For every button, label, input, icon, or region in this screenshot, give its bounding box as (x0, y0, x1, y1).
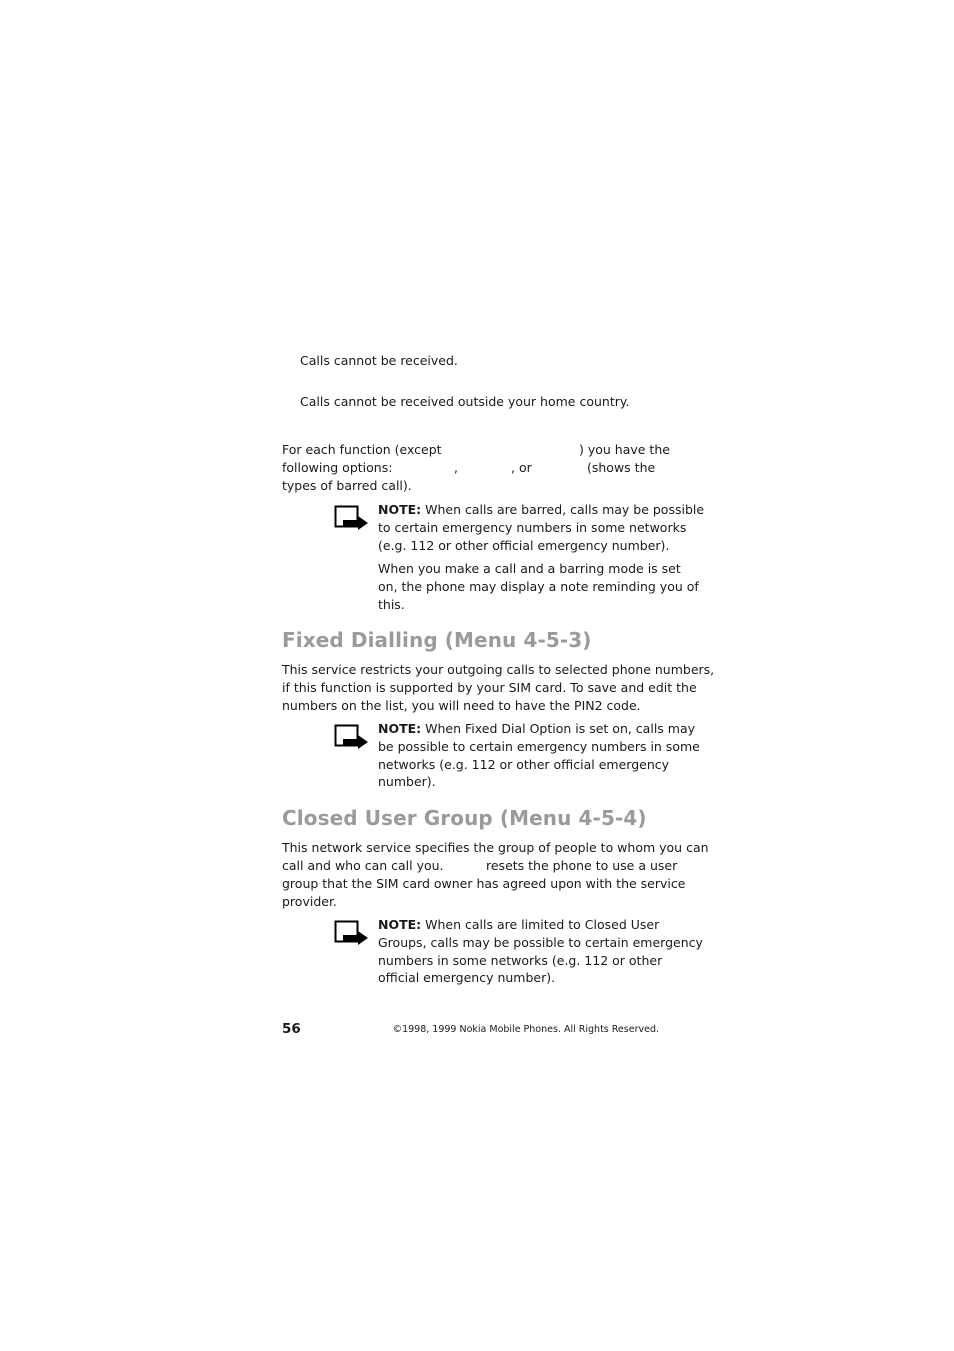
note-line: numbers in some networks (e.g. 112 or other (378, 952, 663, 968)
note-line: official emergency number). (378, 970, 556, 986)
fixed-dialling-paragraph (282, 661, 715, 714)
page-number: 56 (282, 1021, 301, 1037)
note-line: be possible to certain emergency numbers in some (378, 738, 700, 754)
options-text: following options: (282, 460, 393, 475)
options-text: , (454, 460, 458, 475)
note-text: When Fixed Dial Option is set on, calls may (421, 721, 696, 736)
note-block-closed-user-group (378, 916, 703, 987)
note-line (378, 720, 696, 738)
options-text: For each function (except (282, 442, 442, 457)
note-label: NOTE: (378, 917, 422, 932)
body-line: numbers on the list, you will need to have the PIN2 code. (282, 697, 641, 713)
note-line: (e.g. 112 or other official emergency number). (378, 537, 670, 553)
body-line: resets the phone to use a user (486, 858, 678, 873)
note-line: networks (e.g. 112 or other official emergency (378, 756, 670, 772)
note-line: to certain emergency numbers in some networks (378, 519, 687, 535)
section-heading-closed-user-group: Closed User Group (Menu 4-5-4) (282, 806, 647, 830)
note-hand-icon (334, 724, 370, 752)
note-block-barring (378, 501, 705, 614)
options-paragraph (282, 441, 670, 495)
body-line: This service restricts your outgoing calls to selected phone numbers, (282, 662, 715, 677)
barring-text-incoming: Calls cannot be received. (300, 353, 458, 368)
note-hand-icon (334, 505, 370, 533)
note-line (378, 501, 705, 519)
note-line: When you make a call and a barring mode is set (378, 561, 681, 577)
options-text: types of barred call). (282, 478, 412, 493)
note-line: on, the phone may display a note reminding you of (378, 579, 699, 595)
note-line: this. (378, 596, 405, 612)
note-line: number). (378, 774, 436, 790)
note-line (378, 916, 668, 934)
options-text: ) you have the (579, 442, 670, 457)
note-text: When calls are limited to Closed User (421, 917, 660, 932)
note-text: When calls are barred, calls may be possible (421, 502, 705, 517)
note-hand-icon (334, 920, 370, 948)
barring-text-roaming: Calls cannot be received outside your home country. (300, 394, 630, 409)
note-line: Groups, calls may be possible to certain emergency (378, 934, 703, 950)
options-text: , or (511, 460, 532, 475)
body-line: This network service specifies the group of people to whom you can (282, 840, 709, 855)
body-line: provider. (282, 894, 337, 909)
copyright-notice: ©1998, 1999 Nokia Mobile Phones. All Rights Reserved. (392, 1024, 659, 1035)
body-line: call and who can call you. (282, 858, 444, 873)
note-block-fixed-dialling (378, 720, 700, 791)
section-heading-fixed-dialling: Fixed Dialling (Menu 4-5-3) (282, 628, 592, 652)
options-text: (shows the (587, 460, 656, 475)
body-line: if this function is supported by your SIM card. To save and edit the (282, 679, 697, 695)
closed-user-group-paragraph (282, 839, 709, 911)
note-label: NOTE: (378, 502, 422, 517)
note-label: NOTE: (378, 721, 422, 736)
body-line: group that the SIM card owner has agreed upon with the service (282, 876, 686, 891)
